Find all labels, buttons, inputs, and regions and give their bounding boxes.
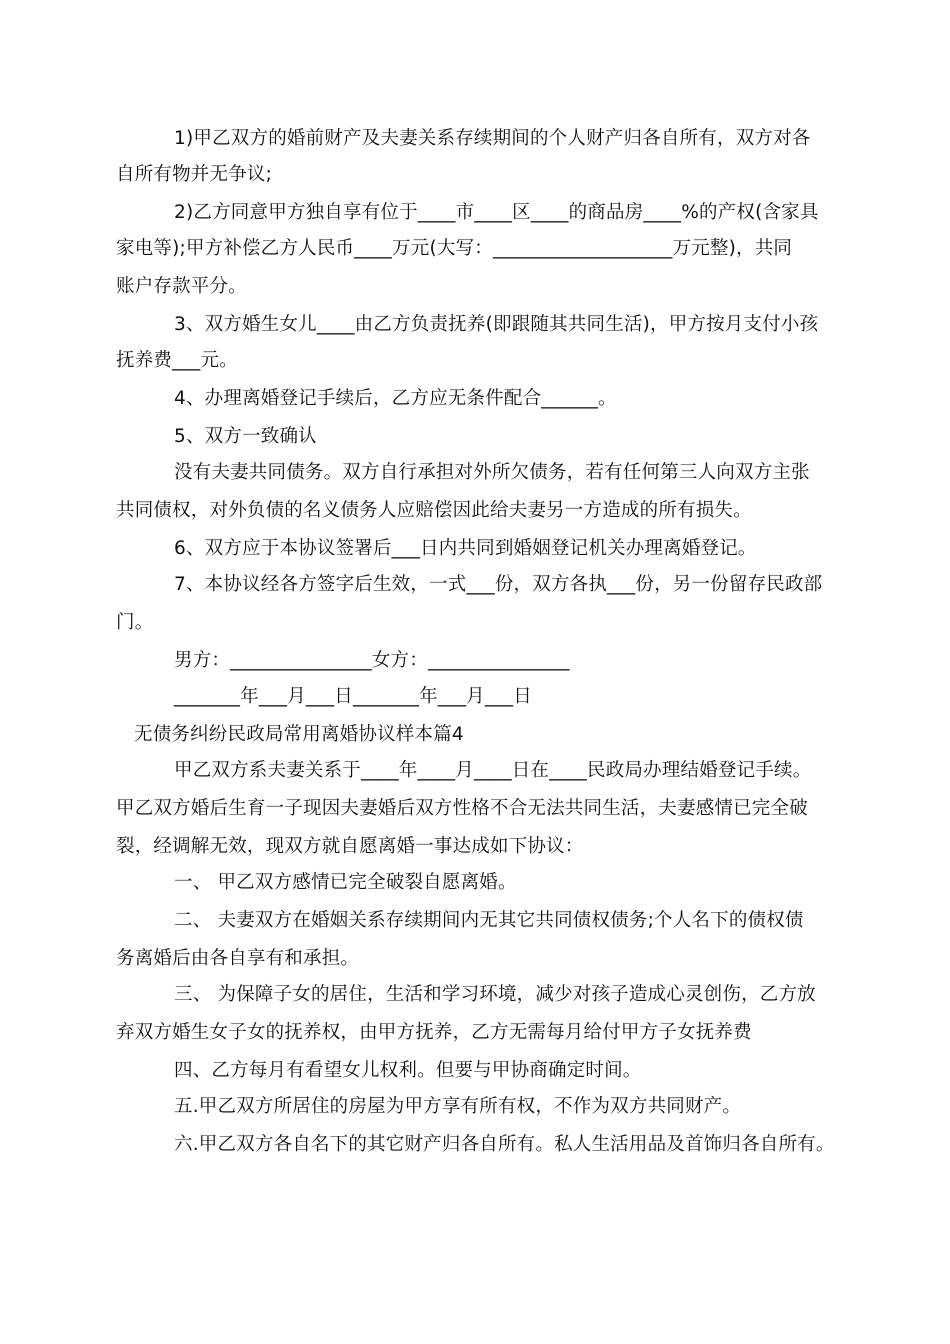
text-line: 甲乙双方婚后生育一子现因夫妻婚后双方性格不合无法共同生活，夫妻感情已完全破 bbox=[116, 798, 808, 819]
text-line: 家电等);甲方补偿乙方人民币____万元(大写：___________________万元整)，共同 bbox=[116, 238, 793, 259]
text-line: 7、本协议经各方签字后生效，一式___份，双方各执___份，另一份留存民政部 bbox=[174, 574, 823, 595]
text-line: 二、 夫妻双方在婚姻关系存续期间内无其它共同债权债务;个人名下的债权债 bbox=[174, 910, 804, 931]
text-line: 没有夫妻共同债务。双方自行承担对外所欠债务，若有任何第三人向双方主张 bbox=[174, 462, 810, 483]
date-line: _______年___月___日_______年___月___日 bbox=[174, 686, 532, 707]
text-line: 3、双方婚生女儿____由乙方负责抚养(即跟随其共同生活)，甲方按月支付小孩 bbox=[174, 314, 819, 335]
text-line: 账户存款平分。 bbox=[116, 276, 247, 297]
text-line: 一、 甲乙双方感情已完全破裂自愿离婚。 bbox=[174, 872, 517, 893]
text-line: 1)甲乙双方的婚前财产及夫妻关系存续期间的个人财产归各自所有，双方对各 bbox=[174, 128, 811, 149]
text-line: 5、双方一致确认 bbox=[174, 426, 317, 447]
text-line: 4、办理离婚登记手续后，乙方应无条件配合______。 bbox=[174, 388, 617, 409]
text-line: 四、乙方每月有看望女儿权利。但要与甲协商确定时间。 bbox=[174, 1060, 642, 1081]
section-heading: 无债务纠纷民政局常用离婚协议样本篇4 bbox=[134, 724, 464, 745]
text-line: 三、 为保障子女的居住，生活和学习环境，减少对孩子造成心灵创伤，乙方放 bbox=[174, 984, 816, 1005]
text-line: 共同债权，对外负债的名义债务人应赔偿因此给夫妻另一方造成的所有损失。 bbox=[116, 500, 752, 521]
text-line: 甲乙双方系夫妻关系于____年____月____日在____民政局办理结婚登记手续。 bbox=[174, 760, 812, 781]
text-line: 6、双方应于本协议签署后___日内共同到婚姻登记机关办理离婚登记。 bbox=[174, 538, 757, 559]
text-line: 自所有物并无争议; bbox=[116, 164, 273, 185]
signature-line: 男方：_______________女方：_______________ bbox=[174, 650, 570, 671]
text-line: 务离婚后由各自享有和承担。 bbox=[116, 948, 360, 969]
text-line: 五.甲乙双方所居住的房屋为甲方享有所有权，不作为双方共同财产。 bbox=[174, 1096, 742, 1117]
text-line: 2)乙方同意甲方独自享有位于____市____区____的商品房____%的产权(含家具 bbox=[174, 202, 819, 223]
text-line: 裂，经调解无效，现双方就自愿离婚一事达成如下协议： bbox=[116, 836, 584, 857]
text-line: 六.甲乙双方各自名下的其它财产归各自所有。私人生活用品及首饰归各自所有。 bbox=[174, 1134, 835, 1155]
text-line: 门。 bbox=[116, 612, 154, 633]
text-line: 抚养费___元。 bbox=[116, 350, 238, 371]
text-line: 弃双方婚生女子女的抚养权，由甲方抚养，乙方无需每月给付甲方子女抚养费 bbox=[116, 1022, 752, 1043]
